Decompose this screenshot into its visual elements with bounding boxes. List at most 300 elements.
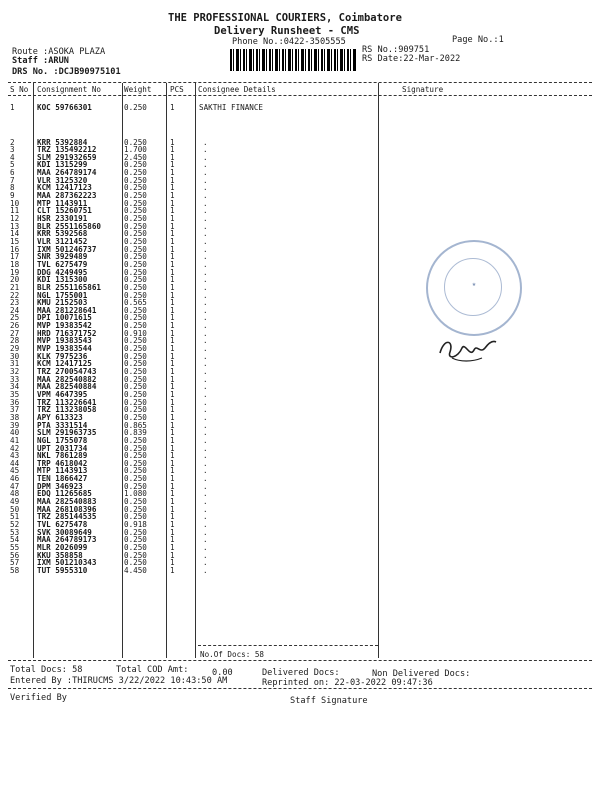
row-consignment: SNR 3929489 [37, 252, 88, 262]
row-consignment: EDQ 11265685 [37, 489, 92, 499]
row-sno: 55 [10, 542, 20, 552]
row-sno: 4 [10, 152, 15, 162]
row-weight: 0.250 [124, 451, 147, 461]
document-subtitle: Delivery Runsheet - CMS [214, 25, 360, 37]
row-dot: . [203, 183, 208, 193]
row-dot: . [203, 214, 208, 223]
row-consignment: BLR 2551165861 [37, 282, 102, 292]
row-sno: 18 [10, 259, 20, 269]
row-weight: 0.918 [124, 520, 147, 529]
row-consignment: CLT 15260751 [37, 206, 92, 216]
row-sno: 51 [10, 512, 20, 522]
row-sno: 14 [10, 229, 20, 239]
row-consignment: BLR 2551165860 [37, 221, 102, 231]
column-line [166, 83, 167, 658]
row-dot: . [203, 328, 208, 338]
col-header-weight: Weight [124, 85, 152, 94]
row-dot: . [203, 458, 208, 468]
row-sno: 7 [10, 175, 15, 185]
row-consignee: SAKTHI FINANCE [199, 103, 264, 112]
row-dot: . [203, 382, 208, 392]
row-consignment: MAA 282540884 [37, 382, 97, 392]
col-header-pcs: PCS [170, 85, 184, 94]
row-sno: 32 [10, 367, 20, 376]
row-weight: 0.250 [124, 405, 147, 415]
row-weight: 0.250 [124, 527, 147, 537]
row-consignment: KCM 12417125 [37, 359, 92, 369]
row-consignment: DDG 4249495 [37, 267, 88, 277]
row-weight: 0.250 [124, 359, 147, 369]
row-consignment: TRZ 113226641 [37, 397, 97, 407]
row-consignment: NGL 1755078 [37, 435, 88, 445]
row-weight: 0.250 [124, 336, 147, 346]
col-header-consignment: Consignment No [37, 85, 102, 94]
row-sno: 54 [10, 535, 20, 545]
row-dot: . [203, 512, 208, 522]
row-weight: 0.250 [124, 389, 147, 399]
row-dot: . [203, 160, 208, 170]
row-consignment: KRR 5392884 [37, 137, 88, 147]
row-consignment: KCM 12417123 [37, 183, 92, 193]
row-weight: 0.250 [124, 275, 147, 285]
row-weight: 0.250 [124, 481, 147, 491]
verified-by: Verified By [10, 693, 67, 703]
row-pcs: 1 [170, 428, 175, 438]
column-line [378, 83, 379, 658]
row-weight: 0.250 [124, 259, 147, 269]
row-sno: 48 [10, 489, 20, 499]
row-weight: 0.250 [124, 305, 147, 315]
row-pcs: 1 [170, 382, 175, 392]
row-weight: 0.250 [124, 351, 147, 361]
row-pcs: 1 [170, 290, 175, 300]
row-pcs: 1 [170, 359, 175, 369]
row-weight: 0.250 [124, 214, 147, 223]
row-pcs: 1 [170, 175, 175, 185]
row-sno: 44 [10, 458, 20, 468]
row-sno: 56 [10, 550, 20, 560]
row-dot: . [203, 542, 208, 552]
row-weight: 0.250 [124, 466, 147, 476]
row-dot: . [203, 435, 208, 445]
row-sno: 5 [10, 160, 15, 170]
row-sno: 38 [10, 412, 20, 422]
page-number: Page No.:1 [452, 35, 504, 45]
row-dot: . [203, 145, 208, 155]
row-dot: . [203, 282, 208, 292]
barcode [230, 49, 356, 71]
row-sno: 31 [10, 359, 20, 369]
divider [8, 688, 592, 689]
row-sno: 27 [10, 328, 20, 338]
row-pcs: 1 [170, 152, 175, 162]
row-dot: . [203, 527, 208, 537]
row-weight: 0.250 [124, 236, 147, 246]
row-pcs: 1 [170, 145, 175, 155]
row-consignment: VPM 4647395 [37, 389, 88, 399]
row-weight: 0.865 [124, 420, 147, 430]
row-dot: . [203, 252, 208, 262]
row-dot: . [203, 397, 208, 407]
row-weight: 0.250 [124, 252, 147, 262]
row-dot: . [203, 168, 208, 178]
row-weight: 0.250 [124, 168, 147, 178]
row-sno: 58 [10, 565, 20, 575]
row-pcs: 1 [170, 481, 175, 491]
row-consignment: SLM 291963735 [37, 428, 97, 438]
row-dot: . [203, 221, 208, 231]
row-pcs: 1 [170, 275, 175, 285]
row-pcs: 1 [170, 191, 175, 201]
row-weight: 0.250 [124, 504, 147, 514]
row-sno: 34 [10, 382, 20, 392]
row-sno: 16 [10, 244, 20, 254]
row-sno: 47 [10, 481, 20, 491]
row-consignment: KDI 1315299 [37, 160, 88, 170]
row-pcs: 1 [170, 527, 175, 537]
row-weight: 0.250 [124, 198, 147, 208]
row-pcs: 1 [170, 229, 175, 239]
row-weight: 0.250 [124, 443, 147, 453]
row-pcs: 1 [170, 458, 175, 468]
non-delivered-docs: Non Delivered Docs: [372, 669, 471, 679]
row-dot: . [203, 443, 208, 453]
total-docs: Total Docs: 58 [10, 665, 83, 675]
row-consignment: KKU 358858 [37, 550, 83, 560]
row-dot: . [203, 336, 208, 346]
row-weight: 0.250 [124, 374, 147, 384]
route: Route :ASOKA PLAZA [12, 47, 106, 57]
no-of-docs: No.Of Docs: 58 [200, 650, 265, 659]
row-sno: 1 [10, 103, 15, 112]
row-weight: 0.250 [124, 137, 147, 147]
row-dot: . [203, 374, 208, 384]
handwritten-signature [430, 328, 510, 368]
row-consignment: MTP 1143913 [37, 466, 88, 476]
row-consignment: TUT 5955310 [37, 565, 88, 575]
row-pcs: 1 [170, 137, 175, 147]
row-weight: 1.080 [124, 489, 147, 499]
row-pcs: 1 [170, 267, 175, 277]
row-dot: . [203, 206, 208, 216]
row-pcs: 1 [170, 397, 175, 407]
row-consignment: PTA 3331514 [37, 420, 88, 430]
row-consignment: APY 613323 [37, 412, 83, 422]
row-pcs: 1 [170, 183, 175, 193]
row-pcs: 1 [170, 443, 175, 453]
row-weight: 0.839 [124, 428, 147, 438]
row-sno: 46 [10, 474, 20, 484]
row-dot: . [203, 191, 208, 201]
row-sno: 41 [10, 435, 20, 445]
row-pcs: 1 [170, 168, 175, 178]
row-pcs: 1 [170, 565, 175, 575]
row-pcs: 1 [170, 435, 175, 445]
row-sno: 50 [10, 504, 20, 514]
row-consignment: IXM 501246737 [37, 244, 97, 254]
row-sno: 9 [10, 191, 15, 201]
row-sno: 19 [10, 267, 20, 277]
row-dot: . [203, 313, 208, 323]
row-weight: 0.250 [124, 175, 147, 185]
row-pcs: 1 [170, 542, 175, 552]
row-weight: 0.250 [124, 497, 147, 507]
column-line [33, 83, 34, 658]
row-pcs: 1 [170, 252, 175, 262]
row-dot: . [203, 137, 208, 147]
row-weight: 0.250 [124, 183, 147, 193]
staff: Staff :ARUN [12, 56, 69, 66]
row-consignment: MAA 281228641 [37, 305, 97, 315]
row-consignment: NKL 7861289 [37, 451, 88, 461]
row-dot: . [203, 236, 208, 246]
row-consignment: HSR 2330191 [37, 214, 88, 223]
row-consignment: MAA 264789173 [37, 535, 97, 545]
row-weight: 0.250 [124, 103, 147, 112]
row-pcs: 1 [170, 420, 175, 430]
row-weight: 0.250 [124, 367, 147, 376]
row-weight: 0.250 [124, 412, 147, 422]
row-consignment: MAA 282540883 [37, 497, 97, 507]
row-dot: . [203, 298, 208, 308]
row-pcs: 1 [170, 405, 175, 415]
row-sno: 25 [10, 313, 20, 323]
row-consignment: TRZ 285144535 [37, 512, 97, 522]
row-dot: . [203, 466, 208, 476]
row-pcs: 1 [170, 206, 175, 216]
row-pcs: 1 [170, 259, 175, 269]
row-pcs: 1 [170, 558, 175, 568]
row-weight: 0.250 [124, 290, 147, 300]
row-consignment: MAA 264789174 [37, 168, 97, 178]
col-header-signature: Signature [402, 85, 444, 94]
row-consignment: KLK 7975236 [37, 351, 88, 361]
row-sno: 57 [10, 558, 20, 568]
row-weight: 0.250 [124, 244, 147, 254]
row-pcs: 1 [170, 321, 175, 331]
row-consignment: SVK 30089649 [37, 527, 92, 537]
entered-by: Entered By :THIRUCMS 3/22/2022 10:43:50 AM [10, 676, 228, 686]
delivered-docs: Delivered Docs: [262, 668, 340, 678]
row-weight: 0.250 [124, 229, 147, 239]
row-pcs: 1 [170, 504, 175, 514]
row-sno: 8 [10, 183, 15, 193]
row-consignment: MAA 287362223 [37, 191, 97, 201]
row-weight: 0.250 [124, 344, 147, 354]
divider [8, 82, 592, 83]
row-dot: . [203, 558, 208, 568]
row-pcs: 1 [170, 236, 175, 246]
row-sno: 22 [10, 290, 20, 300]
row-weight: 2.450 [124, 152, 147, 162]
rs-date: RS Date:22-Mar-2022 [362, 54, 461, 64]
row-dot: . [203, 305, 208, 315]
row-consignment: TRZ 135492212 [37, 145, 97, 155]
row-pcs: 1 [170, 489, 175, 499]
row-pcs: 1 [170, 520, 175, 529]
row-pcs: 1 [170, 497, 175, 507]
row-dot: . [203, 152, 208, 162]
row-sno: 37 [10, 405, 20, 415]
row-pcs: 1 [170, 336, 175, 346]
row-pcs: 1 [170, 451, 175, 461]
row-sno: 15 [10, 236, 20, 246]
row-sno: 24 [10, 305, 20, 315]
row-sno: 35 [10, 389, 20, 399]
row-pcs: 1 [170, 389, 175, 399]
row-dot: . [203, 367, 208, 376]
row-consignment: TRZ 270054743 [37, 367, 97, 376]
row-consignment: IXM 501210343 [37, 558, 97, 568]
row-pcs: 1 [170, 198, 175, 208]
row-consignment: MVP 19383544 [37, 344, 92, 354]
col-header-consignee: Consignee Details [198, 85, 276, 94]
row-sno: 29 [10, 344, 20, 354]
row-pcs: 1 [170, 512, 175, 522]
row-sno: 42 [10, 443, 20, 453]
row-pcs: 1 [170, 305, 175, 315]
row-sno: 28 [10, 336, 20, 346]
row-consignment: TRZ 113238058 [37, 405, 97, 415]
row-weight: 0.250 [124, 535, 147, 545]
row-sno: 26 [10, 321, 20, 331]
row-sno: 52 [10, 520, 20, 529]
row-dot: . [203, 267, 208, 277]
row-consignment: MVP 19383542 [37, 321, 92, 331]
row-dot: . [203, 229, 208, 239]
row-consignment: KMU 2152503 [37, 298, 88, 308]
row-pcs: 1 [170, 160, 175, 170]
col-header-sno: S No [10, 85, 29, 94]
row-weight: 0.250 [124, 550, 147, 560]
row-pcs: 1 [170, 535, 175, 545]
row-consignment: MVP 19383543 [37, 336, 92, 346]
row-sno: 53 [10, 527, 20, 537]
row-pcs: 1 [170, 221, 175, 231]
row-weight: 0.250 [124, 160, 147, 170]
row-dot: . [203, 290, 208, 300]
row-dot: . [203, 412, 208, 422]
row-sno: 45 [10, 466, 20, 476]
row-dot: . [203, 359, 208, 369]
row-sno: 30 [10, 351, 20, 361]
row-consignment: MAA 282540882 [37, 374, 97, 384]
row-weight: 0.250 [124, 558, 147, 568]
row-dot: . [203, 428, 208, 438]
row-dot: . [203, 198, 208, 208]
row-sno: 21 [10, 282, 20, 292]
row-consignment: DPM 346923 [37, 481, 83, 491]
row-weight: 0.250 [124, 397, 147, 407]
row-sno: 43 [10, 451, 20, 461]
row-weight: 0.250 [124, 474, 147, 484]
row-consignment: MAA 268108396 [37, 504, 97, 514]
row-pcs: 1 [170, 313, 175, 323]
drs-number: DRS No. :DCJB90975101 [12, 67, 121, 77]
row-consignment: DPI 10071615 [37, 313, 92, 323]
row-consignment: HRD 716371752 [37, 328, 97, 338]
row-dot: . [203, 504, 208, 514]
row-weight: 0.250 [124, 321, 147, 331]
row-sno: 23 [10, 298, 20, 308]
row-pcs: 1 [170, 474, 175, 484]
row-consignment: TVL 6275479 [37, 259, 88, 269]
row-weight: 0.250 [124, 191, 147, 201]
row-consignment: MLR 2026099 [37, 542, 88, 552]
row-sno: 33 [10, 374, 20, 384]
row-dot: . [203, 565, 208, 575]
row-consignment: NGL 1755001 [37, 290, 88, 300]
row-pcs: 1 [170, 344, 175, 354]
row-weight: 0.250 [124, 382, 147, 392]
row-sno: 20 [10, 275, 20, 285]
row-weight: 0.250 [124, 512, 147, 522]
row-weight: 4.450 [124, 565, 147, 575]
row-dot: . [203, 451, 208, 461]
row-dot: . [203, 321, 208, 331]
row-dot: . [203, 420, 208, 430]
divider [198, 645, 378, 646]
row-dot: . [203, 175, 208, 185]
row-consignment: SLM 291932659 [37, 152, 97, 162]
row-pcs: 1 [170, 374, 175, 384]
row-consignment: VLR 3121452 [37, 236, 88, 246]
row-pcs: 1 [170, 351, 175, 361]
row-pcs: 1 [170, 282, 175, 292]
row-consignment: UPT 2031734 [37, 443, 88, 453]
row-consignment: KOC 59766301 [37, 103, 92, 112]
row-weight: 0.250 [124, 458, 147, 468]
divider [8, 660, 592, 661]
row-consignment: TRP 4618042 [37, 458, 88, 468]
row-pcs: 1 [170, 367, 175, 376]
row-sno: 12 [10, 214, 20, 223]
row-sno: 13 [10, 221, 20, 231]
row-dot: . [203, 259, 208, 269]
company-title: THE PROFESSIONAL COURIERS, Coimbatore [168, 12, 402, 24]
row-dot: . [203, 474, 208, 484]
row-weight: 0.910 [124, 328, 147, 338]
row-dot: . [203, 351, 208, 361]
total-cod-label: Total COD Amt: [116, 665, 189, 675]
row-sno: 3 [10, 145, 15, 155]
reprinted-on: Reprinted on: 22-03-2022 09:47:36 [262, 678, 433, 688]
row-dot: . [203, 550, 208, 560]
row-pcs: 1 [170, 244, 175, 254]
row-pcs: 1 [170, 412, 175, 422]
row-pcs: 1 [170, 328, 175, 338]
row-pcs: 1 [170, 550, 175, 560]
row-sno: 40 [10, 428, 20, 438]
row-sno: 17 [10, 252, 20, 262]
row-consignment: TVL 6275478 [37, 520, 88, 529]
row-dot: . [203, 275, 208, 285]
row-weight: 0.250 [124, 435, 147, 445]
row-dot: . [203, 481, 208, 491]
row-dot: . [203, 344, 208, 354]
row-pcs: 1 [170, 103, 175, 112]
row-weight: 0.250 [124, 221, 147, 231]
row-weight: 0.250 [124, 206, 147, 216]
row-dot: . [203, 497, 208, 507]
row-consignment: KDI 1315300 [37, 275, 88, 285]
row-sno: 2 [10, 137, 15, 147]
row-dot: . [203, 405, 208, 415]
row-weight: 0.565 [124, 298, 147, 308]
row-sno: 39 [10, 420, 20, 430]
rs-number: RS No.:909751 [362, 45, 430, 55]
row-sno: 10 [10, 198, 20, 208]
